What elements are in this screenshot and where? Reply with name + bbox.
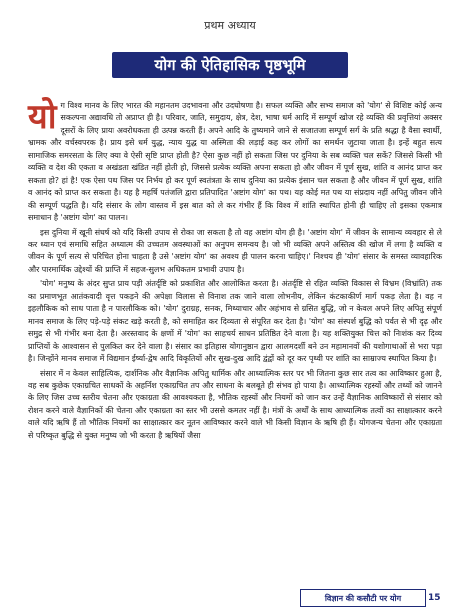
paragraph: 'योग' मनुष्य के अंदर सुप्त प्राय पड़ी अंतर्दृष्टि को प्रकाशित और आलोकित करता है। अंतर्दृष्टि से रहित व्यक्ति विकास से विभ्रम (विभ्रांति) तक का प्रमाणभूत आतंकवादी वृत्त पकड़ने की अपेक्षा विलास से विनाश तक जाने वाला लोभनीय, लेकिन कंटकाकीर्ण मार्ग पकड़ लेता है। वह न इहलौकिक को साध पाता है न पारलौकिक को। 'योग' दुराग्रह, सनक, मिथ्याचार और अहंभाव से ग्रसित बुद्धि, जो न केवल अपने लिए अपितु संपूर्ण मानव समाज के लिए पड़े-पड़े संकट खड़े करती है, को समाहित कर दिव्यता से संपूरित कर देता है। 'योग' का संस्पर्श बुद्धि को पर्वत से भी दृढ़ और समुद्र से भी गंभीर बना देता है। अरस्तवाद के क्षणों में 'योग' का साहचर्य साधन प्रतिष्ठित देने वाला है। यह शक्तियुक्त चित्त को निःशंक कर दिव्य प्राप्तियों के आश्वासन से पुलकित कर देने वाला है। संसार का इतिहास योगानुष्ठान द्वारा आलमदर्शी बने उन महामानवों की यशोगाथाओं से भरा पड़ा है। जिन्होंने मानव समाज में विद्यमान ईर्ष्या-द्वेष आदि विकृतियों और सुख-दुख आदि द्वंद्वों को दूर कर पृथ्वी पर शांति का साम्राज्य स्थापित किया है। xyxy=(28,279,442,364)
running-footer: विज्ञान की कसौटी पर योग xyxy=(300,589,426,607)
paragraph-text: ग विश्व मानव के लिए भारत की महानतम उदभावना और उदघोषणा है। सफल व्यक्ति और सभ्य समाज को 'योग' से विशिष्ट कोई अन्य सकल्पना अद्यावधि तो अप्राप्त ही है। परिवार, जाति, समुदाय, क्षेत्र, देश, भाषा धर्म आदि में सम्पूर्ण खोज रहे व्यक्ति की प्रवृत्तियां अक्सर दूसरों के लिए प्रायः अवरोधकता ही उत्पन्न करती हैं। अपने आदि के तुष्यमाने जाने से सजातजा सम्पूर्ण सर्ग के प्रति श्रद्धा है वैसा स्वार्थी, भ्रामक और वर्चस्वपरक है। प्राय इसे धर्म युद्ध, न्याय युद्ध या अस्मिता की लड़ाई कह कर लोगों का समर्थन जुटाया जाता है। इन्हें बहुत सत्य सामाजिक समरसता के लिए क्या वे ऐसी सृष्टि प्राप्त होती है? ऐसा कुछ नहीं हो सकता जिस पर दुनिया के सब व्यक्ति चल सकें? जिससे किसी भी व्यक्ति व देश की एकता व अखंडता खंडित नहीं होती हो, जिससे प्रत्येक व्यक्ति अपना सकता हो और जीवन में पूर्ण सुख, शांति व आनंद प्राप्त कर सकता हो? हां है! एक ऐसा पथ जिस पर निर्भय हो कर पूर्ण स्वतंत्रता के साथ दुनिया का प्रत्येक इंसान चल सकता है और जीवन में पूर्ण सुख, शांति व आनंद को प्राप्त कर सकता है। यह है महर्षि पतंजलि द्वारा प्रतिपादित 'अष्टांग योग' का पथ। यह कोई मत पथ या संप्रदाय नहीं अपितु जीवन जीने की सम्पूर्ण पद्धति है। यदि संसार के लोग वास्तव में इस बात को ले कर गंभीर हैं कि विश्व में शांति स्थापित होनी ही चाहिए तो इसका एकमात्र समाधान है 'अष्टांग योग' का पालन। xyxy=(28,101,442,223)
body-text xyxy=(28,97,442,444)
paragraph xyxy=(28,97,442,225)
page-number: 15 xyxy=(428,593,441,603)
chapter-label: प्रथम अध्याय xyxy=(204,19,256,32)
page-title: योग की ऐतिहासिक पृष्ठभूमि xyxy=(112,52,348,78)
paragraph: संसार में न केवल साहित्यिक, दार्शनिक और वैज्ञानिक अपितु धार्मिक और आध्यात्मिक स्तर पर भी जितना कुछ सार तत्व का आविष्कार हुआ है, वह सब कुछेक एकाग्रचित साधकों के अहर्निश एकाग्रचित तप और साधना के बलबूते ही संभव हो पाया है। आध्यात्मिक रहस्यों और तथ्यों को जानने के लिए जिस उच्च स्तरीय चेतना और एकाग्रता की आवश्यकता है, भौतिक रहस्यों और नियमों को जान कर उन्हें वैज्ञानिक आविष्कारों से संसार को रोशन करने वाले वैज्ञानिकों की चेतना और एकाग्रता का स्तर भी उससे कमतर नहीं है। मंत्रों के अर्थों के साथ आध्यात्मिक तत्वों का साक्षात्कार करने वाले यदि ऋषि हैं तो भौतिक नियमों का साक्षात्कार कर नूतन आविष्कार करने वाले भी किसी विज्ञान के ऋषि ही हैं। योगजन्य चेतना और एकाग्रता से परिष्कृत बुद्धि से युक्त मनुष्य जो भी करता है ऋषियों जैसा xyxy=(28,368,442,440)
paragraph: इस दुनिया में खूनी संघर्ष को यदि किसी उपाय से रोका जा सकता है तो वह अष्टांग योग ही है। 'अष्टांग योग' में जीवन के सामान्य व्यवहार से ले कर ध्यान एवं समाधि सहित अध्यात्म की उच्चतम अवस्थाओं का अनुपम समन्वय है। जो भी व्यक्ति अपने अस्तित्व की खोज में लगा है व्यक्ति व जीवन के पूर्ण सत्य से परिचित होना चाहता है उसे 'अष्टांग योग' का अवश्य ही पालन करना चाहिए।' निश्चय ही 'योग' संसार के समस्त व्यावहारिक और पारमार्थिक उद्देश्यों की प्राप्ति में सहज-सुलभ अधिकतम प्रभावी उपाय है। xyxy=(28,227,442,274)
dropcap: यो xyxy=(28,97,57,137)
